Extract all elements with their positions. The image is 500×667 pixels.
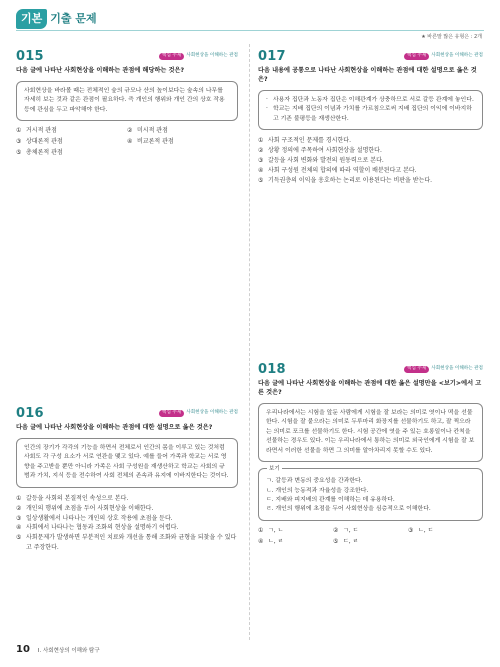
passage-item: · 사용자 집단과 노동자 집단은 이해관계가 상충하므로 서로 갈등 관계에 놓인다. xyxy=(266,96,474,103)
option-2[interactable]: ② 미시적 관점 xyxy=(127,127,168,135)
option-1[interactable]: ① ㄱ, ㄴ xyxy=(258,526,284,534)
option-4[interactable]: ④ 사회에서 나타나는 협동과 조화의 현상을 설명하기 어렵다. xyxy=(16,524,179,532)
passage-box: 우리나라에서는 시험을 앞둔 사람에게 시험을 잘 보라는 의미로 엿이나 떡을 선물한다. 시험을 잘 붙으라는 의미로 두루마리 화장지를 선물하기도 하고, 잘 찍으라는 의미로 포크를 선물하기도 한다. 시험 공간에 엿을 주 있는 호롱일이나 칸칙을 선물하는 경우도 있다. 이는 우리나라에서 통하는 의미로 외국인에게 시험을 잘 보라면서 이러한 선물을 하면 그 의미를 알아차리지 못할 수도 있다. xyxy=(258,403,483,462)
column-divider xyxy=(249,44,250,640)
question-text: 다음 글에 나타난 사회현상을 이해하는 관점에 해당하는 것은? xyxy=(16,67,185,74)
option-1[interactable]: ① 거시적 관점 xyxy=(16,127,57,135)
option-4[interactable]: ④ 비교론적 관점 xyxy=(127,137,174,145)
legend xyxy=(421,34,482,41)
option-5[interactable]: ⑤ ㄷ, ㄹ xyxy=(333,537,359,545)
option-1[interactable]: ① 사회 구조적인 문제를 경시한다. xyxy=(258,137,351,145)
tag-text: 사회현상을 이해하는 관점 xyxy=(186,410,238,415)
chapter-title: Ⅰ. 사회현상의 이해와 탐구 xyxy=(37,648,100,654)
question-018 xyxy=(258,363,483,546)
tag-text: 사회현상을 이해하는 관점 xyxy=(431,366,483,371)
option-4[interactable]: ④ ㄴ, ㄹ xyxy=(258,537,284,545)
option-3[interactable]: ③ 상대론적 관점 xyxy=(16,137,63,145)
option-5[interactable]: ⑤ 사회문제가 발생하면 부분적인 치료와 개선을 통해 조화와 균형을 되찾을 수 있다고 주장한다. xyxy=(16,534,237,552)
section-header xyxy=(16,8,97,30)
bogi-label: 보기 xyxy=(269,466,280,473)
tag-pill: 핵심 주제 xyxy=(404,366,429,373)
option-2[interactable]: ② 개인의 행위에 초점을 두어 사회현상을 이해한다. xyxy=(16,504,154,512)
tag-text: 사회현상을 이해하는 관점 xyxy=(431,53,483,58)
option-2[interactable]: ② ㄱ, ㄷ xyxy=(333,526,359,534)
option-3[interactable]: ③ 일상생활에서 나타나는 개인의 상호 작용에 초점을 둔다. xyxy=(16,514,173,522)
question-tag xyxy=(159,410,238,417)
passage-box xyxy=(258,90,483,130)
section-badge: 기본 xyxy=(16,9,47,29)
answer-options xyxy=(258,527,483,546)
question-015 xyxy=(16,50,238,157)
question-016 xyxy=(16,407,238,553)
bogi-item: ㄱ. 갈등과 변동의 중요성을 간과한다. xyxy=(266,478,363,485)
tag-pill: 핵심 주제 xyxy=(159,53,184,60)
passage-box: 사회현상을 바라볼 때는 전체적인 숲의 규모나 산의 높이보다는 숲속의 나무를 자세히 보는 것과 같은 관점이 필요하다. 즉 개인의 행위와 개인 간의 상호 작용 등에 관심을 두고 파악해야 한다. xyxy=(16,81,238,121)
section-title: 기출 문제 xyxy=(50,12,97,26)
question-number: 016 xyxy=(16,406,44,421)
answer-options xyxy=(16,494,238,553)
question-tag xyxy=(404,366,483,373)
answer-options xyxy=(16,127,238,157)
passage-box: 인간의 장기가 각각의 기능을 하면서 전체로서 인간의 몸을 이루고 있는 것처럼 사회도 각 구성 요소가 서로 연관을 맺고 있다. 예를 들어 가족과 학교는 서로 영향을 주고받을 뿐만 아니라 가족은 사회 구성원을 재생산하고 학교는 사회의 규범과 가치, 지식 등을 전수하여 사회 전체의 존속과 유지에 이바지한다는 것이다. xyxy=(16,438,238,488)
question-text: 다음 글에 나타난 사회현상을 이해하는 관점에 대한 옳은 설명만을 <보기>에서 고른 것은? xyxy=(258,380,482,396)
tag-pill: 핵심 주제 xyxy=(404,53,429,60)
option-3[interactable]: ③ ㄴ, ㄷ xyxy=(408,526,434,534)
option-5[interactable]: ⑤ 총체론적 관점 xyxy=(16,148,63,156)
option-3[interactable]: ③ 갈등을 사회 변화와 발전의 원동력으로 본다. xyxy=(258,157,384,165)
option-4[interactable]: ④ 사회 구성원 전체의 합의에 따라 역할이 배분된다고 본다. xyxy=(258,166,417,174)
option-5[interactable]: ⑤ 기득권층의 이익을 옹호하는 논리로 이용된다는 비판을 받는다. xyxy=(258,176,433,184)
header-rule xyxy=(16,30,484,31)
question-017 xyxy=(258,50,483,186)
passage-item: · 학교는 지배 집단의 이념과 가치를 가르침으로써 지배 집단의 이익에 이바지하고 기존 불평등을 재생산한다. xyxy=(266,106,472,122)
question-text: 다음 내용에 공통으로 나타난 사회현상을 이해하는 관점에 대한 설명으로 옳은 것은? xyxy=(258,67,477,83)
question-number: 015 xyxy=(16,49,44,64)
question-tag xyxy=(159,53,238,60)
option-2[interactable]: ② 상황 정의에 주목하여 사회현상을 설명한다. xyxy=(258,147,382,155)
question-number: 018 xyxy=(258,362,286,377)
question-text: 다음 글에 나타난 사회현상을 이해하는 관점에 대한 설명으로 옳은 것은? xyxy=(16,424,213,431)
page-footer xyxy=(16,643,100,658)
tag-text: 사회현상을 이해하는 관점 xyxy=(186,53,238,58)
question-tag xyxy=(404,53,483,60)
page-number: 10 xyxy=(16,644,30,655)
option-1[interactable]: ① 갈등을 사회의 본질적인 속성으로 본다. xyxy=(16,494,129,502)
bogi-item: ㄷ. 지배와 피지배의 관계를 이해하는 데 유용하다. xyxy=(266,497,395,504)
tag-pill: 핵심 주제 xyxy=(159,410,184,417)
answer-options xyxy=(258,136,483,185)
legend-text: ★ 바른말 많은 유형은 : 2개 xyxy=(421,34,482,40)
bogi-item: ㄹ. 개인의 행위에 초점을 두어 사회현상을 심층적으로 이해한다. xyxy=(266,506,431,513)
bogi-item: ㄴ. 개인의 능동적과 자율성을 강조한다. xyxy=(266,487,369,494)
bogi-box xyxy=(258,468,483,521)
question-number: 017 xyxy=(258,49,286,64)
